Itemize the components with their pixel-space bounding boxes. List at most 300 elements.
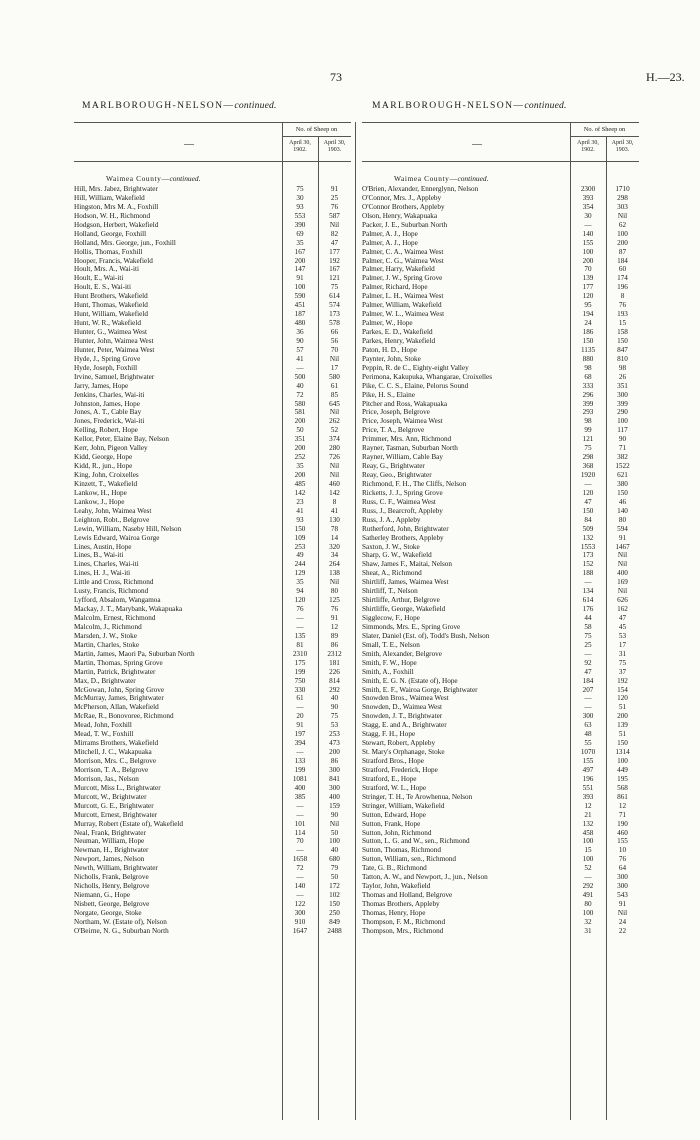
left-header-dash: — [184, 139, 194, 150]
sheep-1903: 2488 [327, 926, 342, 935]
sheep-1902: 200 [294, 444, 306, 453]
owner-name: Hunter, G., Waimea West [74, 328, 147, 336]
sheep-1902: 390 [294, 220, 306, 229]
sheep-1902: — [296, 846, 304, 855]
sheep-1902: 491 [582, 891, 594, 900]
owner-name: Paynter, John, Stoke [362, 354, 421, 363]
sheep-1902: 551 [582, 783, 594, 792]
table-row [362, 659, 639, 668]
sheep-1902: 72 [296, 864, 304, 873]
sheep-1902: 63 [584, 721, 592, 730]
owner-name: Pitcher and Ross, Wakapuaka [362, 399, 448, 408]
owner-name: Palmer, C. G., Waimea West [362, 256, 444, 265]
owner-name: O'Connor Brothers, Appleby [362, 202, 445, 211]
sheep-1903: 130 [329, 515, 340, 524]
sheep-1903: 61 [330, 381, 339, 390]
sheep-1903: 155 [617, 837, 628, 846]
sheep-1902: 1647 [292, 926, 308, 935]
owner-name: Palmer, W. L., Waimea West [362, 310, 445, 319]
sheep-1903: 91 [618, 533, 627, 542]
owner-name: Malcolm, J., Richmond [74, 622, 142, 631]
table-row [74, 185, 351, 194]
owner-name: Russ, J. A., Appleby [362, 515, 421, 524]
owner-name: Price, T. A., Belgrove [362, 426, 425, 435]
sheep-1902: 1135 [580, 345, 596, 354]
table-row [362, 373, 639, 382]
owner-name: Sheat, A., Richmond [362, 569, 422, 578]
sheep-1902: 155 [582, 757, 594, 765]
sheep-1902: 910 [294, 917, 306, 926]
sheep-1903: 56 [330, 336, 339, 345]
sheep-1902: 142 [294, 488, 306, 497]
sheep-1902: 351 [294, 435, 306, 444]
owner-name: Newport, James, Nelson [74, 855, 145, 864]
sheep-1902: 194 [582, 310, 594, 319]
left-header-sheep-on: No. of Sheep on [295, 126, 338, 133]
table-row [362, 185, 639, 194]
sheep-1902: 1070 [580, 748, 596, 757]
owner-name: Lankow, H., Hope [74, 488, 127, 497]
table-row [362, 703, 639, 712]
sheep-1902: 509 [582, 524, 594, 533]
sheep-1903: 580 [329, 372, 340, 381]
sheep-1903: 226 [329, 667, 340, 676]
sheep-1903: 120 [617, 694, 628, 703]
sheep-1903: 85 [330, 390, 339, 399]
owner-name: Parkes, E. D., Wakefield [362, 328, 433, 336]
sheep-1902: 75 [296, 185, 304, 193]
sheep-1903: 138 [329, 569, 340, 578]
sheep-1902: 500 [294, 372, 306, 381]
owner-name: Morrison, T. A., Belgrove [74, 765, 149, 774]
sheep-1903: 60 [618, 265, 627, 274]
table-row [74, 534, 351, 543]
sheep-1902: 458 [582, 828, 594, 837]
sheep-1902: 72 [296, 390, 304, 399]
sheep-1902: 187 [294, 310, 306, 319]
sheep-1903: Nil [329, 471, 340, 479]
sheep-1902: 70 [296, 837, 304, 846]
table-row [74, 909, 351, 918]
owner-name: McPherson, Allan, Wakefield [74, 703, 159, 712]
sheep-1903: 50 [330, 828, 339, 837]
sheep-1902: 167 [294, 247, 306, 256]
sheep-1903: 70 [330, 345, 339, 354]
sheep-1903: 17 [618, 640, 627, 649]
sheep-1902: 100 [582, 837, 594, 846]
owner-name: Mitchell, J. C., Wakapuaka [74, 748, 152, 757]
sheep-1902: 41 [296, 354, 304, 363]
sheep-1902: 485 [294, 479, 306, 488]
right-title-text: MARLBOROUGH-NELSON— [372, 100, 525, 111]
sheep-1902: 580 [294, 399, 306, 408]
sheep-1902: — [296, 891, 304, 900]
table-row [362, 560, 639, 569]
owner-name: Hunt, Thomas, Wakefield [74, 301, 148, 310]
table-row [362, 444, 639, 453]
table-row [362, 534, 639, 543]
left-rows [74, 185, 351, 936]
sheep-1902: 300 [582, 712, 594, 721]
right-column-title [372, 100, 567, 111]
table-row [74, 328, 351, 337]
owner-name: Smith, E. F., Wairoa Gorge, Brightwater [362, 685, 478, 694]
sheep-1902: 100 [582, 908, 594, 917]
owner-name: Taylor, John, Wakefield [362, 882, 431, 891]
owner-name: Smith, A., Foxhill [362, 667, 414, 676]
table-row [74, 864, 351, 873]
sheep-1903: 79 [330, 864, 339, 873]
owner-name: McMurray, James, Brightwater [74, 694, 164, 703]
sheep-1902: — [584, 479, 592, 488]
owner-name: Nisbett, George, Belgrove [74, 900, 150, 908]
sheep-1902: 400 [294, 783, 306, 792]
table-row [74, 248, 351, 257]
sheep-1903: 162 [617, 605, 628, 614]
table-row [74, 927, 351, 936]
sheep-1903: 172 [329, 882, 340, 891]
owner-name: Irvine, Samuel, Brightwater [74, 372, 155, 381]
table-row [74, 739, 351, 748]
sheep-1903: Nil [617, 587, 628, 596]
owner-name: Packer, J. E., Suburban North [362, 220, 448, 229]
owner-name: Murcott, Miss L., Brightwater [74, 783, 161, 792]
sheep-1902: 101 [294, 819, 306, 828]
sheep-1903: 37 [618, 667, 627, 676]
table-row [74, 453, 351, 462]
left-table-header [74, 122, 351, 162]
owner-name: Sutton, Thomas, Richmond [362, 846, 441, 855]
table-row [74, 918, 351, 927]
table-row [362, 319, 639, 328]
sheep-1902: 590 [294, 292, 306, 301]
owner-name: Nicholls, Frank, Belgrove [74, 873, 149, 882]
table-row [362, 864, 639, 873]
sheep-1903: Nil [329, 819, 340, 828]
owner-name: Parkes, Henry, Wakefield [362, 336, 436, 345]
sheep-1903: Nil [329, 220, 340, 229]
sheep-1903: 400 [329, 792, 340, 801]
sheep-1903: 300 [329, 765, 340, 774]
table-row [362, 408, 639, 417]
owner-name: Shirtliffe, George, Wakefield [362, 605, 446, 614]
owner-name: Tatton, A. W., and Newport, J., jun., Nelson [362, 873, 488, 882]
owner-name: Malcolm, Ernest, Richmond [74, 614, 156, 622]
table-row [74, 355, 351, 364]
owner-name: Hill, Mrs. Jabez, Brightwater [74, 185, 158, 193]
owner-name: Richmond, F. H., The Cliffs, Nelson [362, 479, 467, 488]
right-header-sheep-on: No. of Sheep on [583, 126, 626, 133]
table-row [362, 265, 639, 274]
sheep-1903: 125 [329, 596, 340, 605]
sheep-1902: 253 [294, 542, 306, 551]
sheep-1903: 80 [330, 587, 339, 596]
table-row [74, 784, 351, 793]
table-row [74, 471, 351, 480]
sheep-1902: 184 [582, 676, 594, 685]
sheep-1902: 100 [582, 855, 594, 864]
sheep-1902: 91 [296, 274, 304, 283]
owner-name: Lankow, J., Hope [74, 497, 125, 506]
sheep-1902: 35 [296, 238, 304, 247]
table-row [362, 730, 639, 739]
sheep-1903: Nil [617, 560, 628, 569]
sheep-1902: 30 [584, 211, 592, 220]
left-county-continued: continued. [169, 174, 201, 183]
sheep-1903: 71 [618, 810, 627, 819]
table-row [74, 391, 351, 400]
sheep-1903: 1467 [615, 542, 630, 551]
sheep-1902: 58 [584, 622, 592, 631]
table-row [362, 694, 639, 703]
sheep-1903: 62 [618, 220, 627, 229]
table-row [362, 364, 639, 373]
sheep-1902: 129 [294, 569, 306, 578]
table-row [74, 703, 351, 712]
sheep-1903: 190 [617, 819, 628, 828]
sheep-1903: 12 [618, 801, 627, 810]
table-row [362, 900, 639, 909]
table-row [74, 516, 351, 525]
owner-name: Sigglecow, F., Hope [362, 614, 420, 622]
sheep-1902: 69 [296, 229, 304, 238]
table-row [74, 203, 351, 212]
sheep-1903: 300 [617, 390, 628, 399]
owner-name: Jones, Frederick, Wai-iti [74, 417, 145, 426]
sheep-1902: 75 [584, 444, 592, 453]
owner-name: St. Mary's Orphanage, Stoke [362, 748, 445, 757]
sheep-1902: 95 [584, 301, 592, 310]
table-row [362, 837, 639, 846]
owner-name: Neal, Frank, Brightwater [74, 828, 146, 837]
table-row [362, 498, 639, 507]
table-row [74, 757, 351, 766]
sheep-1903: 159 [329, 801, 340, 810]
sheep-1903: 300 [617, 873, 628, 882]
owner-name: Ricketts, J. J., Spring Grove [362, 488, 443, 497]
table-row [362, 793, 639, 802]
sheep-1902: 75 [584, 631, 592, 640]
owner-name: Palmer, J. W., Spring Grove [362, 274, 443, 283]
sheep-1902: 293 [582, 408, 594, 417]
sheep-1903: 351 [617, 381, 628, 390]
sheep-1903: 26 [618, 372, 627, 381]
sheep-1903: 98 [618, 363, 627, 372]
table-row [74, 319, 351, 328]
table-row [74, 265, 351, 274]
owner-name: Thompson, Mrs., Richmond [362, 926, 444, 935]
sheep-1903: 10 [618, 846, 627, 855]
sheep-1902: 132 [582, 533, 594, 542]
table-row [362, 426, 639, 435]
owner-name: Shaw, James F., Maitai, Nelson [362, 560, 452, 569]
owner-name: Leighton, Robt., Belgrove [74, 515, 150, 524]
table-row [362, 757, 639, 766]
sheep-1902: 200 [294, 471, 306, 479]
sheep-1903: 174 [617, 274, 628, 283]
owner-name: Simmonds, Mrs. E., Spring Grove [362, 622, 461, 631]
sheep-1903: 1522 [615, 462, 630, 471]
sheep-1902: 100 [294, 283, 306, 292]
owner-name: Snowden Bros., Waimea West [362, 694, 449, 703]
owner-name: O'Beirne, N. G., Suburban North [74, 926, 169, 935]
table-row [74, 686, 351, 695]
left-title-continued: continued. [234, 100, 277, 111]
sheep-1902: — [296, 622, 304, 631]
sheep-1902: — [584, 873, 592, 882]
sheep-1902: — [584, 694, 592, 703]
sheep-1902: 199 [294, 667, 306, 676]
sheep-1903: 53 [618, 631, 627, 640]
sheep-1903: 158 [617, 328, 628, 336]
table-row [362, 605, 639, 614]
owner-name: Martin, Charles, Stoke [74, 640, 140, 649]
sheep-1902: 57 [296, 345, 304, 354]
table-row [74, 230, 351, 239]
table-row [74, 283, 351, 292]
owner-name: Paton, H. D., Hope [362, 345, 417, 354]
sheep-1903: 154 [617, 685, 628, 694]
owner-name: Smith, F. W., Hope [362, 658, 417, 667]
sheep-1902: 44 [584, 614, 592, 622]
sheep-1903: 280 [329, 444, 340, 453]
table-row [74, 525, 351, 534]
sheep-1903: 91 [618, 900, 627, 908]
table-row [74, 444, 351, 453]
sheep-1903: 117 [617, 426, 628, 435]
table-row [74, 435, 351, 444]
sheep-1903: 34 [330, 551, 339, 560]
table-row [74, 382, 351, 391]
sheep-1902: 135 [294, 631, 306, 640]
sheep-1902: 98 [584, 363, 592, 372]
table-row [74, 194, 351, 203]
owner-name: Lines, Austin, Hope [74, 542, 132, 551]
sheep-1902: 98 [584, 417, 592, 426]
sheep-1903: 192 [617, 676, 628, 685]
sheep-1903: 380 [617, 479, 628, 488]
sheep-1903: 90 [330, 810, 339, 819]
table-row [362, 230, 639, 239]
right-county-heading [362, 174, 639, 185]
right-rows [362, 185, 639, 936]
sheep-1903: 47 [618, 614, 627, 622]
sheep-1902: 614 [582, 596, 594, 605]
owner-name: Palmer, A. J., Hope [362, 229, 418, 238]
owner-name: Hodson, W. H., Richmond [74, 211, 151, 220]
sheep-1903: 142 [329, 488, 340, 497]
sheep-1903: 31 [618, 649, 627, 658]
sheep-1902: — [296, 614, 304, 622]
sheep-1902: 24 [584, 319, 592, 328]
table-row [362, 766, 639, 775]
sheep-1903: 102 [329, 891, 340, 900]
table-row [362, 453, 639, 462]
right-table-header [362, 122, 639, 162]
owner-name: Palmer, Richard, Hope [362, 283, 428, 292]
table-row [362, 712, 639, 721]
table-row [74, 417, 351, 426]
owner-name: Morrison, Mrs. C., Belgrove [74, 757, 157, 765]
sheep-1903: 25 [330, 193, 339, 202]
table-row [362, 748, 639, 757]
sheep-1903: 15 [618, 319, 627, 328]
sheep-1902: 333 [582, 381, 594, 390]
sheep-1903: 253 [329, 730, 340, 739]
column-divider [355, 122, 356, 1120]
owner-name: Jarry, James, Hope [74, 381, 129, 390]
table-row [362, 337, 639, 346]
table-row [362, 239, 639, 248]
table-row [74, 560, 351, 569]
owner-name: Palmer, A. J., Hope [362, 238, 418, 247]
sheep-1902: 114 [294, 828, 306, 837]
table-row [74, 882, 351, 891]
table-row [74, 274, 351, 283]
sheep-1903: 82 [330, 229, 339, 238]
sheep-1903: 1314 [615, 748, 630, 757]
sheep-1903: 86 [330, 757, 339, 765]
owner-name: Martin, James, Maori Pa, Suburban North [74, 649, 195, 658]
left-county-text: Waimea County— [106, 174, 170, 183]
table-row [362, 346, 639, 355]
sheep-1903: 78 [330, 524, 339, 533]
sheep-1903: Nil [329, 408, 340, 417]
owner-name: Thomas, Henry, Hope [362, 908, 426, 917]
sheep-1903: 71 [618, 444, 627, 453]
table-row [74, 480, 351, 489]
sheep-1903: 177 [329, 247, 340, 256]
table-row [362, 775, 639, 784]
table-row [74, 668, 351, 677]
sheep-1903: 292 [329, 685, 340, 694]
sheep-1903: 100 [617, 417, 628, 426]
left-column-title [82, 100, 277, 111]
sheep-1903: 8 [332, 497, 337, 506]
table-row [362, 855, 639, 864]
sheep-1902: 47 [584, 667, 592, 676]
table-row [74, 221, 351, 230]
owner-name: Hunt Brothers, Wakefield [74, 292, 148, 301]
table-row [362, 721, 639, 730]
sheep-1902: 197 [294, 730, 306, 739]
sheep-1902: 35 [296, 578, 304, 587]
owner-name: Lusty, Francis, Richmond [74, 587, 149, 596]
sheep-1902: 354 [582, 202, 594, 211]
owner-name: Kellor, Peter, Elaine Bay, Nelson [74, 435, 169, 444]
sheep-1902: 480 [294, 319, 306, 328]
owner-name: Shirtliff, James, Waimea West [362, 578, 449, 587]
right-title-continued: continued. [524, 100, 567, 111]
owner-name: Mead, T. W., Foxhill [74, 730, 134, 739]
sheep-1902: 152 [582, 560, 594, 569]
sheep-1903: 847 [617, 345, 628, 354]
sheep-1903: 150 [617, 488, 628, 497]
owner-name: Peppin, R. de C., Eighty-eight Valley [362, 363, 469, 372]
sheep-1903: 89 [330, 631, 339, 640]
left-title-text: MARLBOROUGH-NELSON— [82, 100, 235, 111]
sheep-1903: 91 [330, 614, 339, 622]
sheep-1902: 47 [584, 497, 592, 506]
owner-name: Satherley Brothers, Appleby [362, 533, 444, 542]
sheep-1902: 121 [582, 435, 594, 444]
table-row [362, 248, 639, 257]
sheep-1903: 250 [329, 908, 340, 917]
right-county-text: Waimea County— [394, 174, 458, 183]
sheep-1902: 385 [294, 792, 306, 801]
owner-name: Nicholls, Henry, Belgrove [74, 882, 150, 891]
sheep-1903: 53 [330, 721, 339, 730]
